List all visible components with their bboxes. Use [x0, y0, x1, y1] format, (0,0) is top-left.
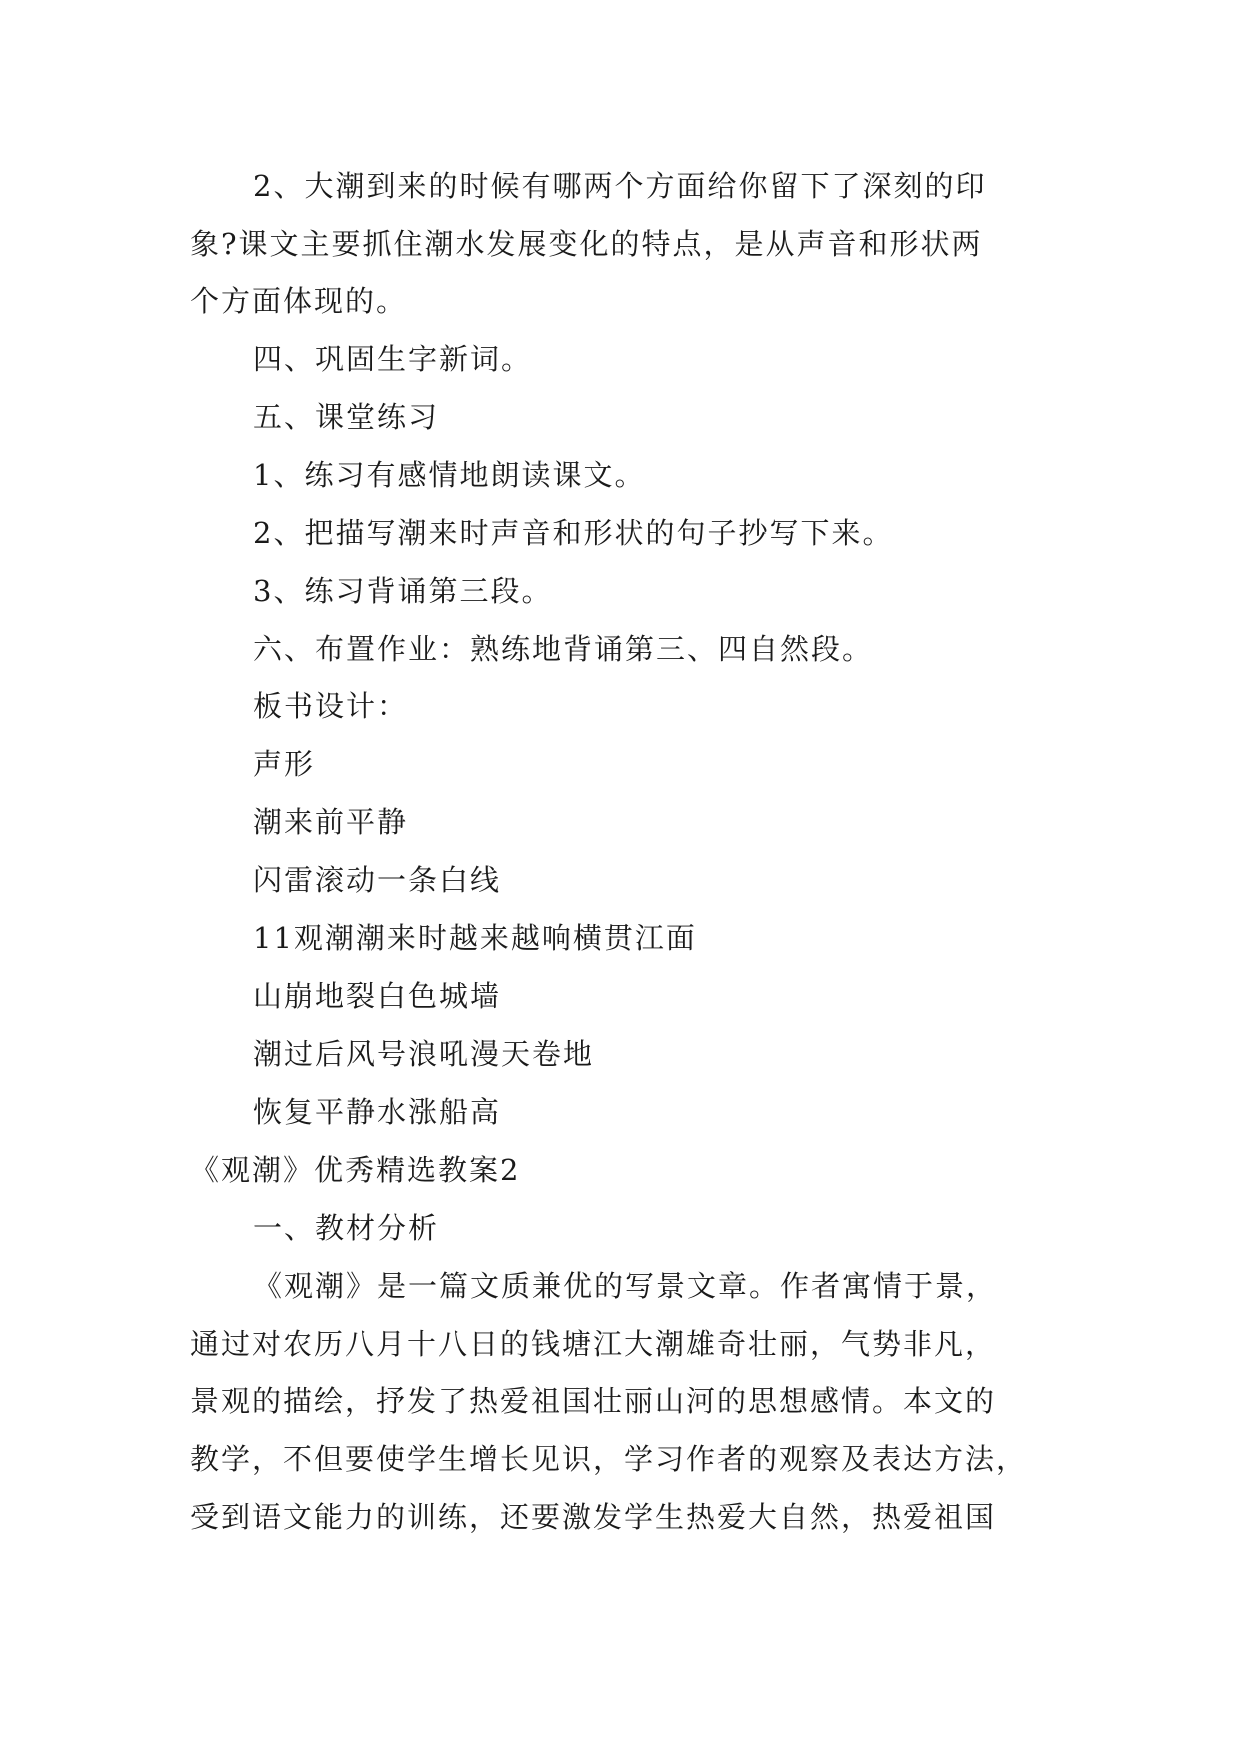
- text-line: 山崩地裂白色城墙: [253, 979, 502, 1013]
- text-line: 3、练习背诵第三段。: [253, 574, 553, 608]
- text-line: 教学，不但要使学生增长见识，学习作者的观察及表达方法，: [190, 1442, 1028, 1476]
- text-line: 个方面体现的。: [190, 284, 408, 318]
- section-heading: 《观潮》优秀精选教案2: [190, 1153, 521, 1187]
- text-line: 板书设计：: [253, 689, 409, 723]
- text-line: 潮来前平静: [253, 805, 409, 839]
- text-line: 象?课文主要抓住潮水发展变化的特点，是从声音和形状两: [190, 227, 983, 261]
- text-line: 1、练习有感情地朗读课文。: [253, 458, 646, 492]
- text-line: 五、课堂练习: [253, 400, 440, 434]
- text-line: 通过对农历八月十八日的钱塘江大潮雄奇壮丽，气势非凡，: [190, 1327, 997, 1361]
- text-line: 景观的描绘，抒发了热爱祖国壮丽山河的思想感情。本文的: [190, 1384, 997, 1418]
- text-line: 2、把描写潮来时声音和形状的句子抄写下来。: [253, 516, 894, 550]
- text-line: 六、布置作业：熟练地背诵第三、四自然段。: [253, 632, 874, 666]
- text-line: 声形: [253, 747, 316, 781]
- text-line: 潮过后风号浪吼漫天卷地: [253, 1037, 595, 1071]
- text-line: 一、教材分析: [253, 1211, 440, 1245]
- text-line: 11观潮潮来时越来越响横贯江面: [253, 921, 697, 955]
- text-line: 2、大潮到来的时候有哪两个方面给你留下了深刻的印: [253, 169, 987, 203]
- text-line: 《观潮》是一篇文质兼优的写景文章。作者寓情于景，: [253, 1269, 998, 1303]
- text-line: 恢复平静水涨船高: [253, 1095, 502, 1129]
- text-line: 四、巩固生字新词。: [253, 342, 533, 376]
- text-line: 闪雷滚动一条白线: [253, 863, 502, 897]
- text-line: 受到语文能力的训练，还要激发学生热爱大自然，热爱祖国: [190, 1500, 997, 1534]
